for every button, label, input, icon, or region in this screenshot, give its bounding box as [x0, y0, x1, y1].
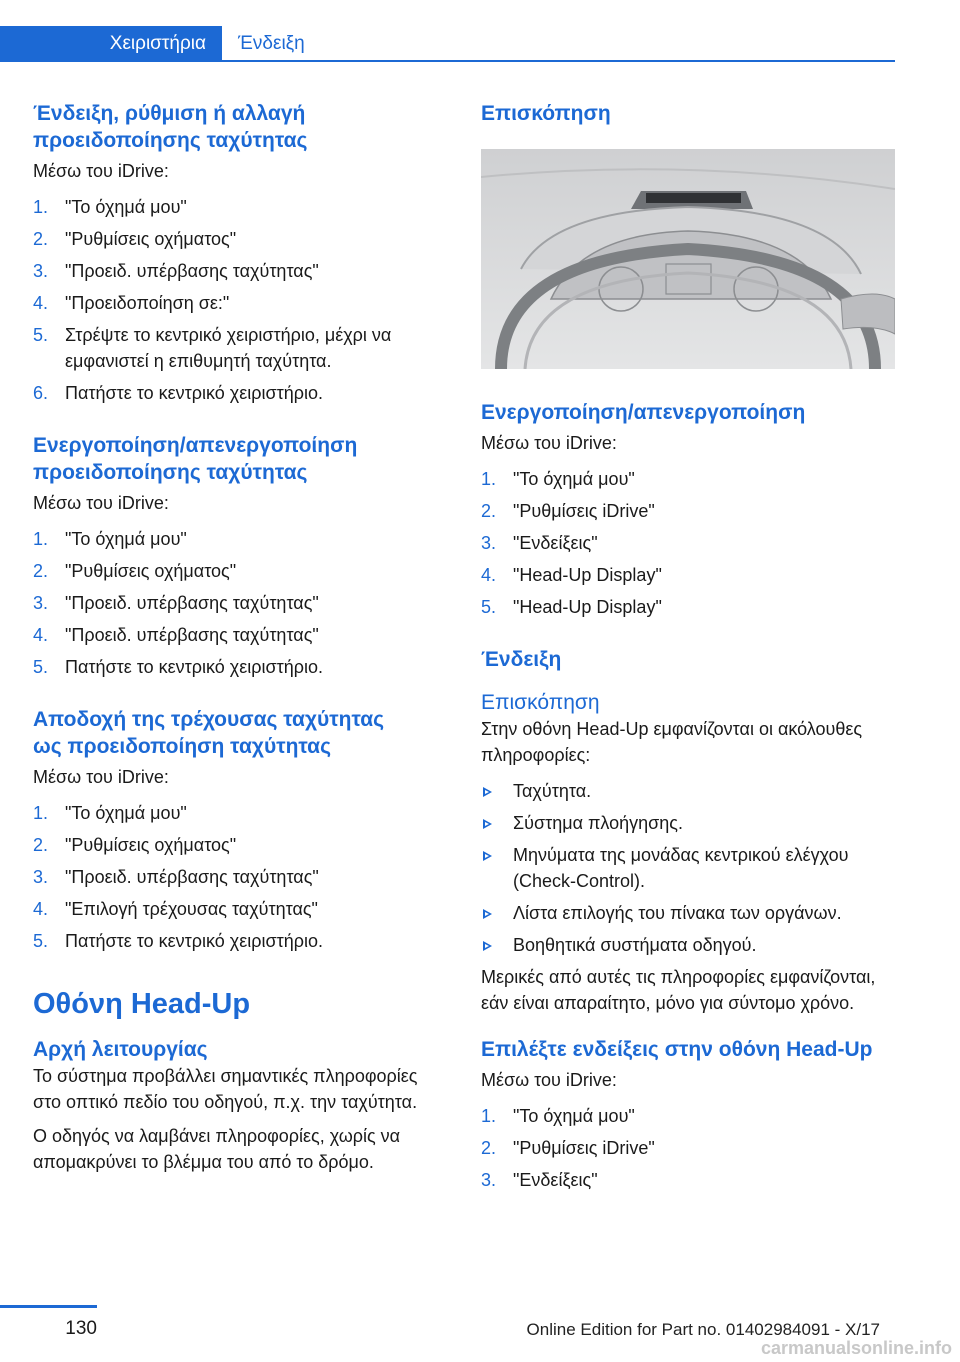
- list-item: Σύστημα πλοήγησης.: [481, 810, 895, 836]
- section-title-accept-current-speed: Αποδοχή της τρέχουσας ταχύτητας ως προειδοποίηση ταχύτητας: [33, 708, 385, 758]
- list-item: 2. "Ρυθμίσεις iDrive": [481, 501, 655, 521]
- tab-display: Ένδειξη: [238, 33, 305, 54]
- footer-rule: [0, 1305, 97, 1308]
- list-item: 6. Πατήστε το κεντρικό χειριστήριο.: [33, 383, 323, 403]
- tab-controls: Χειριστήρια: [0, 26, 222, 62]
- page-number: 130: [65, 1318, 97, 1339]
- left-column: [33, 100, 443, 1175]
- list-item: 4. "Επιλογή τρέχουσας ταχύτητας": [33, 899, 318, 919]
- list-item: 2. "Ρυθμίσεις οχήματος": [33, 835, 237, 855]
- list-item: 4. "Προειδ. υπέρβασης ταχύτητας": [33, 625, 319, 645]
- hud-info-list: [481, 778, 895, 958]
- triangle-bullet-icon: [483, 787, 492, 797]
- section-intro: Μέσω του iDrive:: [33, 493, 169, 513]
- list-item: Μηνύματα της μονάδας κεντρικού ελέγχου (Check-Control).: [481, 842, 895, 894]
- section-intro: Μέσω του iDrive:: [33, 767, 169, 787]
- section-intro: Μέσω του iDrive:: [481, 1070, 617, 1090]
- steps-list-activate-warning: [33, 526, 443, 680]
- section-title-activate-warning: Ενεργοποίηση/απενεργοποίηση προειδοποίησης ταχύτητας: [33, 434, 358, 484]
- list-item: 3. "Προειδ. υπέρβασης ταχύτητας": [33, 261, 319, 281]
- paragraph-principle: Το σύστημα προβάλλει σημαντικές πληροφορίες στο οπτικό πεδίο του οδηγού, π.χ. την ταχύτητα.: [33, 1066, 418, 1112]
- triangle-bullet-icon: [483, 819, 492, 829]
- list-item: 1. "Το όχημά μου": [481, 469, 635, 489]
- paragraph-note: Μερικές από αυτές τις πληροφορίες εμφανίζονται, εάν είναι απαραίτητο, μόνο για σύντομο χρόνο.: [481, 967, 876, 1013]
- steps-list-speed-warning: [33, 194, 443, 406]
- paragraph-driver: Ο οδηγός να λαμβάνει πληροφορίες, χωρίς να απομακρύνει το βλέμμα του από το δρόμο.: [33, 1126, 401, 1172]
- section-title-activate-hud: Ενεργοποίηση/απενεργοποίηση: [481, 401, 806, 424]
- list-item: 1. "Το όχημά μου": [33, 529, 187, 549]
- section-intro: Μέσω του iDrive:: [33, 161, 169, 181]
- list-item: 2. "Ρυθμίσεις οχήματος": [33, 229, 237, 249]
- list-item: Ταχύτητα.: [481, 778, 895, 804]
- section-title-display: Ένδειξη: [481, 648, 562, 671]
- list-item: 5. Στρέψτε το κεντρικό χειριστήριο, μέχρι να εμφανιστεί η επιθυμητή ταχύτητα.: [33, 325, 392, 371]
- list-item: 5. Πατήστε το κεντρικό χειριστήριο.: [33, 931, 323, 951]
- section-intro: Μέσω του iDrive:: [481, 433, 617, 453]
- header-rule: [0, 60, 895, 62]
- triangle-bullet-icon: [483, 851, 492, 861]
- list-item: 3. "Προειδ. υπέρβασης ταχύτητας": [33, 867, 319, 887]
- section-title-select-displays: Επιλέξτε ενδείξεις στην οθόνη Head-Up: [481, 1038, 873, 1061]
- watermark: carmanualsonline.info: [760, 1338, 952, 1358]
- triangle-bullet-icon: [483, 941, 492, 951]
- section-title-overview: Επισκόπηση: [481, 102, 611, 125]
- section-title-principle: Αρχή λειτουργίας: [33, 1038, 208, 1061]
- list-item: 3. "Ενδείξεις": [481, 1170, 598, 1190]
- steps-list-activate-hud: [481, 466, 895, 620]
- list-item: 1. "Το όχημά μου": [481, 1106, 635, 1126]
- section-subtitle-overview: Επισκόπηση: [481, 691, 600, 714]
- header-tab-bar: [0, 26, 895, 62]
- steering-wheel-icon: [481, 149, 895, 369]
- list-item: Λίστα επιλογής του πίνακα των οργάνων.: [481, 900, 895, 926]
- list-item: 1. "Το όχημά μου": [33, 197, 187, 217]
- list-item: 5. "Head-Up Display": [481, 597, 662, 617]
- paragraph-hud-info: Στην οθόνη Head-Up εμφανίζονται οι ακόλουθες πληροφορίες:: [481, 719, 863, 765]
- cockpit-illustration: [481, 149, 895, 369]
- list-item: 3. "Ενδείξεις": [481, 533, 598, 553]
- list-item: 2. "Ρυθμίσεις iDrive": [481, 1138, 655, 1158]
- list-item: 2. "Ρυθμίσεις οχήματος": [33, 561, 237, 581]
- steps-list-accept-current-speed: [33, 800, 443, 954]
- right-column: [481, 100, 895, 1199]
- section-title-speed-warning: Ένδειξη, ρύθμιση ή αλλαγή προειδοποίησης ταχύτητας: [33, 102, 308, 152]
- list-item: 5. Πατήστε το κεντρικό χειριστήριο.: [33, 657, 323, 677]
- triangle-bullet-icon: [483, 909, 492, 919]
- chapter-title-head-up: Οθόνη Head-Up: [33, 988, 251, 1020]
- edition-label: Online Edition for Part no. 01402984091 - X/17: [526, 1320, 880, 1339]
- list-item: Βοηθητικά συστήματα οδηγού.: [481, 932, 895, 958]
- list-item: 1. "Το όχημά μου": [33, 803, 187, 823]
- list-item: 4. "Προειδοποίηση σε:": [33, 293, 230, 313]
- list-item: 4. "Head-Up Display": [481, 565, 662, 585]
- steps-list-select-displays: [481, 1103, 895, 1193]
- list-item: 3. "Προειδ. υπέρβασης ταχύτητας": [33, 593, 319, 613]
